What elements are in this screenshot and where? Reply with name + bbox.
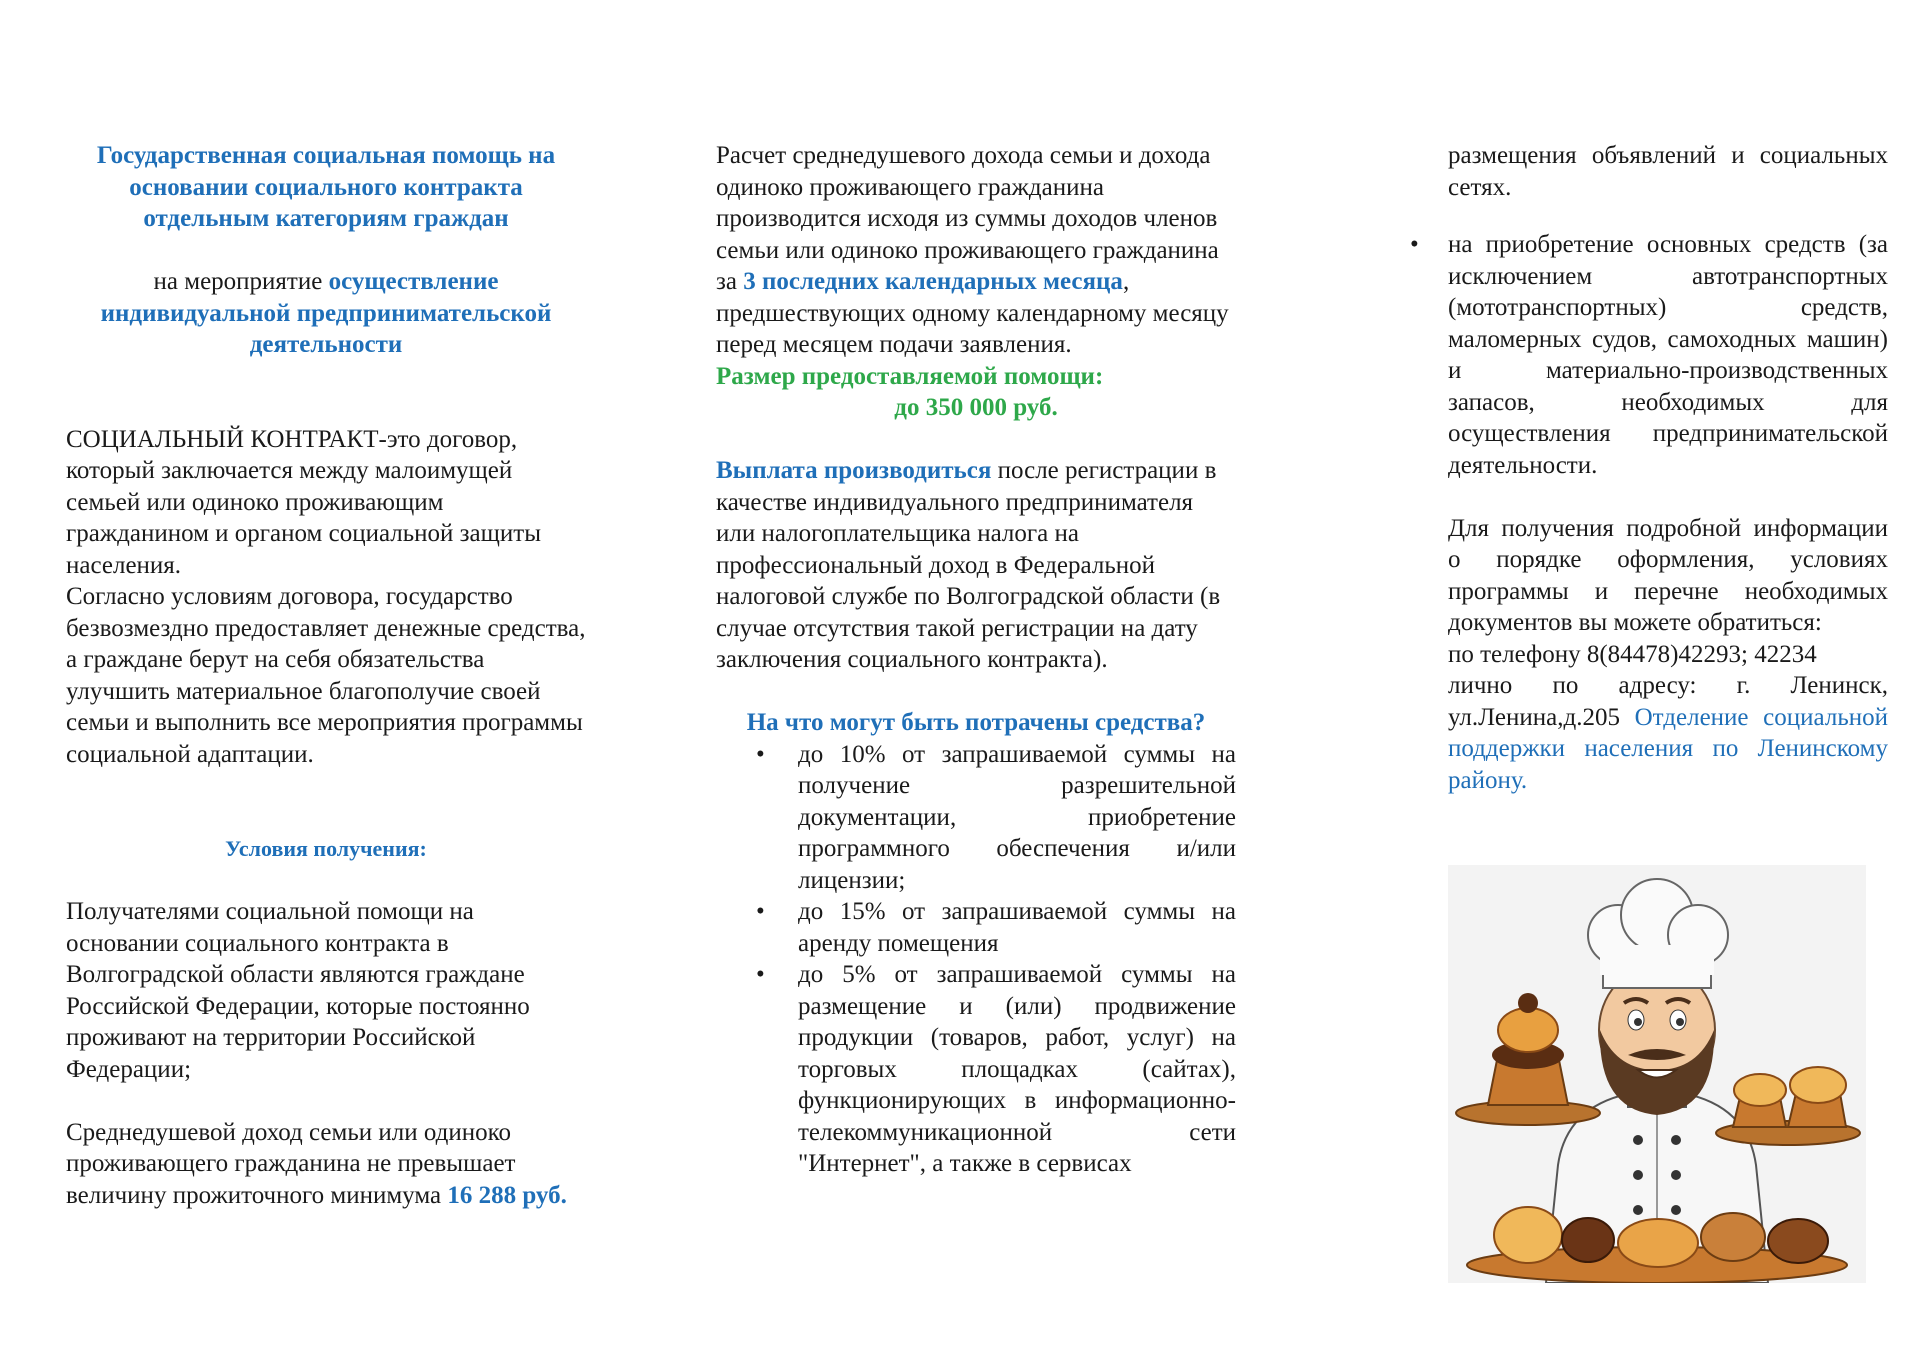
aid-label: Размер предоставляемой помощи: xyxy=(716,362,1104,390)
address-text: лично по адресу: г. Ленинск, ул.Ленина,д.205 xyxy=(1448,672,1888,731)
income-amount: 16 288 руб. xyxy=(447,1181,567,1209)
info-text: Для получения подробной информации о порядке оформления, условиях программы и перечне необходимых документов вы можете обратиться: xyxy=(1448,514,1888,636)
contract-agreement: Согласно условиям договора, государство безвозмездно предоставляет денежные средства, а граждане берут на себя обязательства улучшить материальное благополучие своей семьи и выполнить все мероприятия программы социальной адаптации. xyxy=(66,583,586,768)
measure-line xyxy=(66,266,586,361)
brochure-title: Государственная социальная помощь на основании социального контракта отдельным категориям граждан xyxy=(96,142,556,232)
list-item: • до 5% от запрашиваемой суммы на размещение и (или) продвижение продукции (товаров, работ, услуг) на торговых площадках (сайтах), функционирующих в информационно-телекоммуникационной сети "Интернет", а также в сервисах xyxy=(798,959,1236,1180)
chef-illustration xyxy=(1448,865,1866,1283)
payment-text: после регистрации в качестве индивидуального предпринимателя или налогоплательщика налога на профессиональный доход в Федеральной налоговой службе по Волгоградской области (в случае отсутствия такой регистрации на дату заключения социального контракта). xyxy=(716,457,1221,673)
recipients-text: Получателями социальной помощи на основании социального контракта в Волгоградской области являются граждане Российской Федерации, которые постоянно проживают на территории Российской Федерации; xyxy=(66,898,530,1083)
continuation-text: размещения объявлений и социальных сетях. xyxy=(1448,142,1888,201)
aid-amount: до 350 000 руб. xyxy=(894,394,1058,421)
assets-list xyxy=(1448,229,1888,481)
phone-text: по телефону 8(84478)42293; 42234 xyxy=(1448,640,1817,668)
column-left xyxy=(66,140,586,1211)
column-right xyxy=(1448,140,1888,796)
measure-prefix: на мероприятие xyxy=(153,268,329,295)
office-name: Отделение социальной поддержки населения по Ленинскому району. xyxy=(1448,703,1888,794)
conditions-heading: Условия получения: xyxy=(225,836,427,861)
calc-paragraph xyxy=(716,140,1236,361)
calc-suffix: , предшествующих одному календарному месяцу перед месяцем подачи заявления. xyxy=(716,268,1229,358)
address-paragraph xyxy=(1448,670,1888,796)
list-item: • на приобретение основных средств (за исключением автотранспортных (мототранспортных) средств, маломерных судов, самоходных машин) и материально-производственных запасов, необходимых для осуществления предпринимательской деятельности. xyxy=(1448,229,1888,481)
chef-with-pastries-icon xyxy=(1448,865,1866,1283)
payment-highlight: Выплата производиться xyxy=(716,457,992,484)
list-item: • до 15% от запрашиваемой суммы на аренду помещения xyxy=(798,896,1236,959)
list-item: • до 10% от запрашиваемой суммы на получение разрешительной документации, приобретение программного обеспечения и/или лицензии; xyxy=(798,739,1236,897)
income-paragraph xyxy=(66,1117,586,1212)
spend-heading: На что могут быть потрачены средства? xyxy=(746,709,1206,736)
contract-definition: СОЦИАЛЬНЫЙ КОНТРАКТ-это договор, который заключается между малоимущей семьей или одиноко проживающим гражданином и органом социальной защиты населения. xyxy=(66,425,541,579)
spend-list xyxy=(716,739,1236,1180)
calc-prefix: Расчет среднедушевого дохода семьи и дохода одиноко проживающего гражданина производится исходя из суммы доходов членов семьи или одиноко проживающего гражданина за xyxy=(716,142,1219,295)
income-text: Среднедушевой доход семьи или одиноко проживающего гражданина не превышает величину прожиточного минимума xyxy=(66,1118,516,1209)
payment-paragraph xyxy=(716,455,1236,676)
measure-highlight: осуществление индивидуальной предпринимательской деятельности xyxy=(100,268,552,358)
column-middle xyxy=(716,140,1236,1180)
calc-highlight: 3 последних календарных месяца xyxy=(743,268,1123,295)
